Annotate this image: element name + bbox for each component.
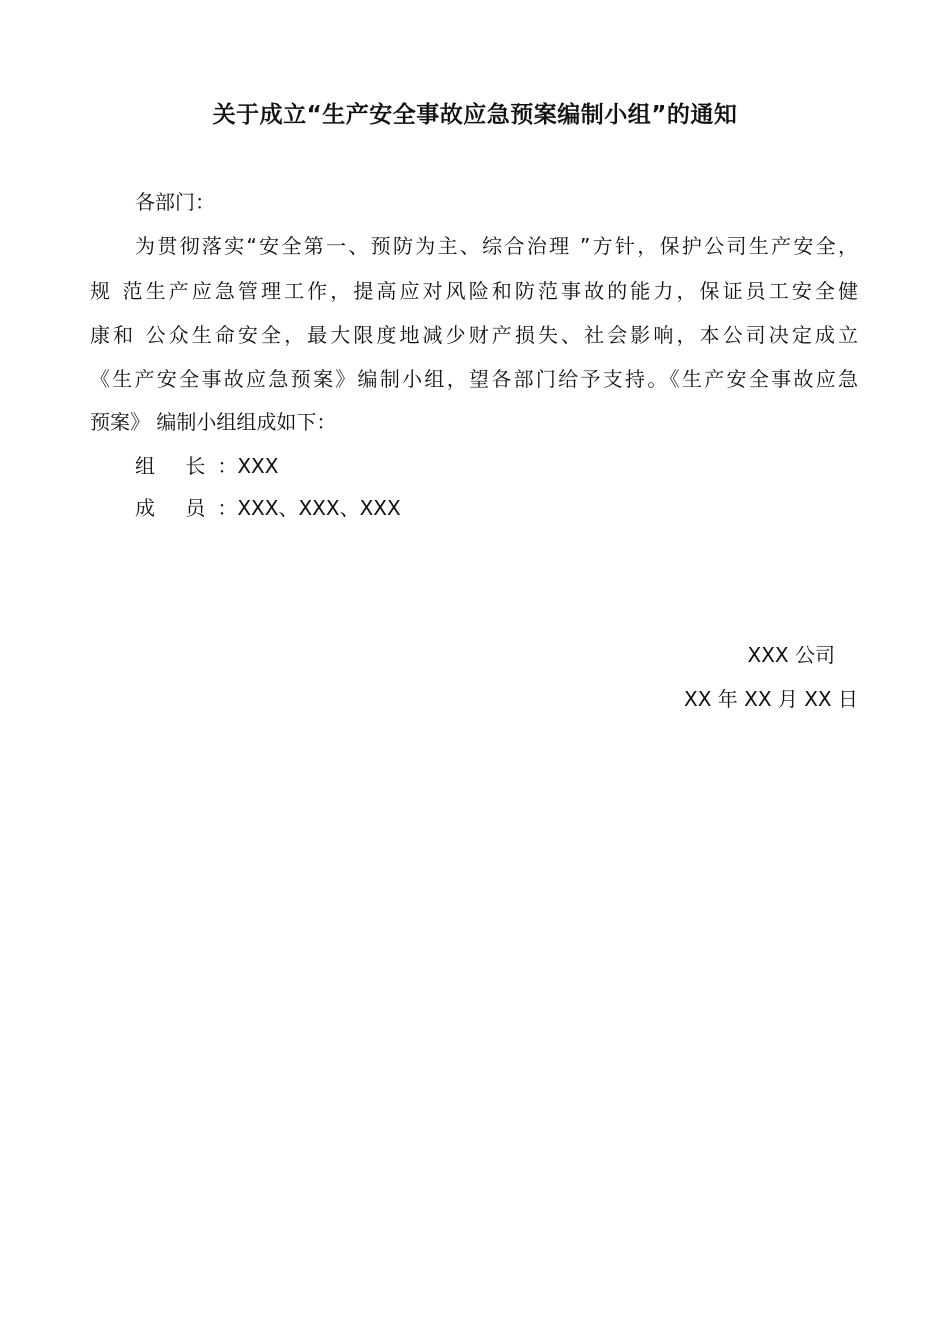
body-line-4: 《生产安全事故应急预案》编制小组，望各部门给予支持。《生产安全事故应急 <box>90 367 858 391</box>
salutation: 各部门： <box>135 190 215 214</box>
body-line-2: 规 范生产应急管理工作，提高应对风险和防范事故的能力，保证员工安全健 <box>90 279 858 303</box>
signature-date: XX 年 XX 月 XX 日 <box>684 687 858 711</box>
body-line-1: 为贯彻落实“安全第一、预防为主、综合治理 ”方针，保护公司生产安全， <box>135 234 858 258</box>
leader-value: ：XXX <box>217 454 279 478</box>
body-line-3: 康和 公众生命安全，最大限度地减少财产损失、社会影响，本公司决定成立 <box>90 323 858 347</box>
members-line <box>135 492 401 521</box>
leader-line <box>135 450 278 479</box>
leader-role: 组 长 <box>135 454 218 478</box>
notice-title: 关于成立“生产安全事故应急预案编制小组”的通知 <box>212 102 738 128</box>
body-line-5: 预案》 编制小组组成如下： <box>90 410 337 434</box>
members-role: 成 员 <box>135 496 218 520</box>
members-value: ：XXX、XXX、XXX <box>217 496 401 520</box>
signature-company: XXX 公司 <box>747 643 835 667</box>
